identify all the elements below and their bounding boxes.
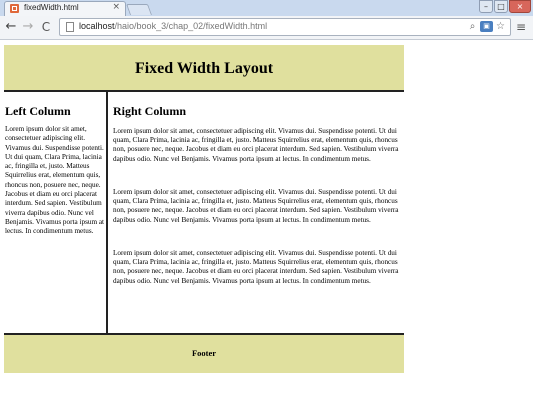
html-file-icon: [10, 4, 19, 13]
menu-icon[interactable]: ≡: [515, 20, 527, 34]
extension-icon[interactable]: ▣: [480, 21, 493, 32]
right-column-paragraph: Lorem ipsum dolor sit amet, consectetuer adipiscing elit. Vivamus dui. Suspendisse potenti. Ut dui quam, Clara Prima, lacinia ac, fringilla et, justo. Matteus Squirrelius erat, elementum quis, rhoncus non, posuere nec, neque. Jacobus et diam eu orci placerat interdum. Sed sapien. Vestibulum viverra dapibus odio. Nunc vel Benjamis. Vivamus porta ipsum at lectus. In condimentum metus.: [113, 249, 399, 285]
search-icon[interactable]: ⌕: [469, 21, 476, 32]
page-viewport: [0, 40, 533, 400]
back-arrow-icon[interactable]: ←: [5, 19, 17, 34]
page-icon: [66, 22, 74, 32]
page-title: Fixed Width Layout: [134, 60, 274, 77]
minimize-button[interactable]: –: [479, 0, 493, 13]
window-controls: [478, 0, 531, 14]
tab-close-icon[interactable]: ×: [112, 2, 120, 12]
right-column-heading: Right Column: [113, 104, 187, 118]
url-path: /haio/book_3/chap_02/fixedWidth.html: [114, 21, 268, 31]
close-window-button[interactable]: ×: [509, 0, 531, 13]
new-tab-button[interactable]: [126, 4, 152, 15]
address-bar-icons: [465, 20, 507, 34]
tab-title: fixedWidth.html: [24, 3, 79, 12]
page-header: [4, 45, 404, 92]
address-url[interactable]: [79, 21, 267, 31]
page-footer: [4, 333, 404, 373]
left-column: [4, 92, 108, 333]
browser-titlebar: [0, 0, 533, 16]
browser-toolbar: [0, 16, 533, 40]
url-host: localhost: [79, 21, 115, 31]
right-column: [108, 92, 404, 333]
forward-arrow-icon[interactable]: →: [22, 19, 34, 34]
browser-tab[interactable]: [4, 1, 126, 16]
left-column-heading: Left Column: [5, 104, 71, 118]
right-column-paragraph: Lorem ipsum dolor sit amet, consectetuer adipiscing elit. Vivamus dui. Suspendisse potenti. Ut dui quam, Clara Prima, lacinia ac, fringilla et, justo. Matteus Squirrelius erat, elementum quis, rhoncus non, posuere nec, neque. Jacobus et diam eu orci placerat interdum. Sed sapien. Vestibulum viverra dapibus odio. Nunc vel Benjamis. Vivamus porta ipsum at lectus. In condimentum metus.: [113, 127, 399, 163]
left-column-text: Lorem ipsum dolor sit amet, consectetuer adipiscing elit. Vivamus dui. Suspendisse potenti. Ut dui quam, Clara Prima, lacinia ac, fringilla et, justo. Matteus Squirrelius erat, elementum quis, rhoncus non, posuere nec, neque. Jacobus et diam eu orci placerat interdum. Sed sapien. Vestibulum viverra dapibus odio. Nunc vel Benjamis. Vivamus porta ipsum at lectus. In condimentum metus.: [5, 125, 105, 236]
maximize-button[interactable]: □: [494, 0, 508, 13]
reload-icon[interactable]: C: [41, 20, 51, 34]
right-column-paragraph: Lorem ipsum dolor sit amet, consectetuer adipiscing elit. Vivamus dui. Suspendisse potenti. Ut dui quam, Clara Prima, lacinia ac, fringilla et, justo. Matteus Squirrelius erat, elementum quis, rhoncus non, posuere nec, neque. Jacobus et diam eu orci placerat interdum. Sed sapien. Vestibulum viverra dapibus odio. Nunc vel Benjamis. Vivamus porta ipsum at lectus. In condimentum metus.: [113, 188, 399, 224]
address-bar[interactable]: [59, 18, 511, 36]
footer-text: Footer: [191, 348, 217, 358]
star-icon[interactable]: ☆: [496, 21, 505, 32]
